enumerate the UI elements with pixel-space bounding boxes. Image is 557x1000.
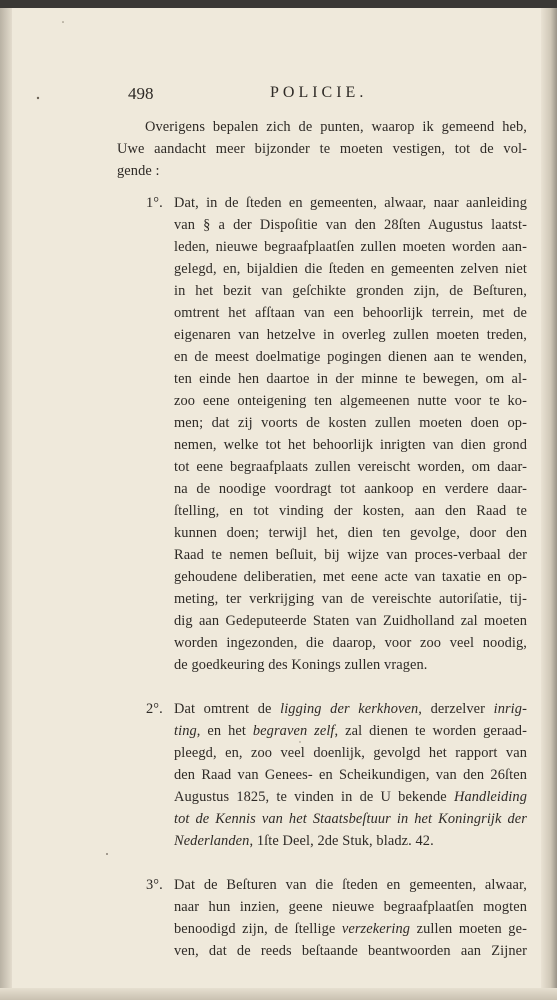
text-line: Augustus 1825, te vinden in de U bekende Handleiding (174, 789, 527, 805)
text-line: naar hun inzien, geene nieuwe begraafplaatſen mogten (174, 899, 527, 915)
text-line: Nederlanden, 1ſte Deel, 2de Stuk, bladz. 42. (174, 833, 434, 849)
text-line: nemen, welke tot het behoorlijk inrigten van dien grond (174, 437, 527, 453)
text-line: Dat de Beſturen van die ſteden en gemeenten, alwaar, (174, 877, 527, 893)
text-line: tot eene begraafplaats zullen vereischt worden, om daar- (174, 459, 527, 475)
list-item (117, 874, 527, 962)
text-line: ven, dat de reeds beſtaande beantwoorden aan Zijner (174, 943, 527, 959)
list-item (117, 192, 527, 676)
italic-text: verzekering (341, 921, 411, 937)
text-line: Uwe aandacht meer bijzonder te moeten vestigen, tot de vol- (117, 141, 527, 157)
text-line: van § a der Dispoſitie van den 28ſten Augustus laatst- (174, 217, 527, 233)
italic-text: begraven zelf (252, 723, 335, 739)
text-line: Raad te nemen beſluit, bij wijze van proces-verbaal der (174, 547, 527, 563)
italic-text: inrig- (493, 701, 527, 717)
text-line: de goedkeuring des Konings zullen vragen. (174, 657, 428, 673)
page-number: 498 (128, 84, 154, 103)
text-line: den Raad van Genees- en Scheikundigen, van den 26ſten (174, 767, 527, 783)
text-line: leden, nieuwe begraafplaatſen zullen moeten worden aan- (174, 239, 527, 255)
list-item (117, 698, 527, 852)
item-number: 3°. (146, 877, 163, 893)
item-number: 2°. (146, 701, 163, 717)
text-line (174, 808, 527, 830)
text-line: Dat omtrent de ligging der kerkhoven, derzelver inrig- (174, 701, 527, 717)
text-line: men; dat zij voorts de kosten zullen moeten doen op- (174, 415, 527, 431)
text-line: dig aan Gedeputeerde Staten van Zuidholland zal moeten (174, 613, 527, 629)
text-line: gehoudene deliberatien, met eene acte van taxatie en op- (174, 569, 527, 585)
text-line: Dat, in de ſteden en gemeenten, alwaar, naar aanleiding (174, 195, 527, 211)
text-line: benoodigd zijn, de ſtellige verzekering zullen moeten ge- (174, 921, 527, 937)
text-line: na de noodige voordragt tot aankoop en verdere daar- (174, 481, 527, 497)
text-line: eigenaren van hetzelve in overleg zullen moeten treden, (174, 327, 527, 343)
text-line: worden ingezonden, die daarop, voor zoo veel noodig, (174, 635, 527, 651)
italic-text: Nederlanden (174, 833, 250, 849)
item-body (174, 192, 527, 676)
intro-paragraph (117, 116, 527, 182)
text-line: omtrent het afſtaan van een behoorlijk terrein, met de (174, 305, 527, 321)
text-line: Overigens bepalen zich de punten, waarop ik gemeend heb, (145, 119, 527, 135)
italic-text: Handleiding (453, 789, 527, 805)
item-body (174, 698, 527, 852)
text-line: zoo eene onteigening ten algemeenen nutte voor te ko- (174, 393, 527, 409)
page-header (128, 84, 508, 108)
italic-text: ting (174, 723, 197, 739)
text-line: meting, ter verkrijging van de vereischte autoriſatie, tij- (174, 591, 527, 607)
text-line: ten einde hen daartoe in der minne te bewegen, om al- (174, 371, 527, 387)
running-title: POLICIE. (270, 84, 368, 101)
text-line: in het bezit van geſchikte gronden zijn, de Beſturen, (174, 283, 527, 299)
text-line: ſtelling, en tot vinding der kosten, aan den Raad te (174, 503, 527, 519)
italic-text: tot de Kennis van het Staatsbeſtuur in het Koningrijk der (174, 811, 527, 827)
text-line: en de meest doelmatige pogingen dienen aan te wenden, (174, 349, 527, 365)
text-line: pleegd, en, zoo veel doenlijk, gevolgd het rapport van (174, 745, 527, 761)
body-text (117, 116, 527, 962)
text-line: ting, en het begraven zelf, zal dienen te worden geraad- (174, 723, 527, 739)
text-line: gende : (117, 163, 160, 179)
item-number: 1°. (146, 195, 163, 211)
italic-text: ligging der kerkhoven (280, 701, 419, 717)
text-line: kunnen doen; terwijl het, dien ten gevolge, door den (174, 525, 527, 541)
item-body (174, 874, 527, 962)
text-line: gelegd, en, bijaldien die ſteden en gemeenten zelven niet (174, 261, 527, 277)
